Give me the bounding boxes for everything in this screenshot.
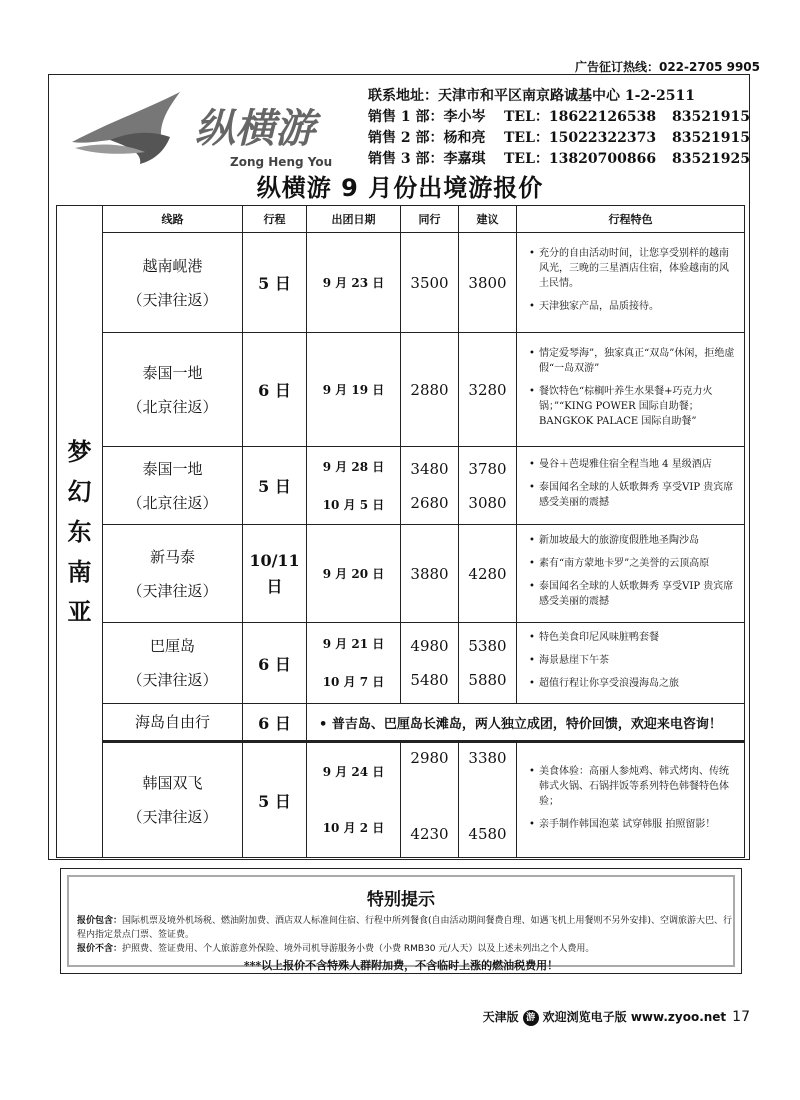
sales-tel: TEL：13820700866 [504, 151, 657, 167]
route-name: 越南岘港 [142, 256, 203, 275]
route-name-cell [103, 447, 243, 525]
peer-price-cell [401, 742, 459, 858]
suggest-price-cell [459, 742, 517, 858]
price-table [56, 205, 745, 858]
notice-included [77, 914, 733, 942]
feature-item: • 素有“南方蒙地卡罗”之美誉的云顶高原 [529, 556, 736, 571]
route-days: 5 日 [243, 742, 307, 858]
notice-inner [67, 875, 735, 972]
route-features [517, 525, 745, 623]
badge-icon: 游 [523, 1010, 539, 1026]
contact-block [368, 86, 750, 170]
sales-dept: 销售 2 部：杨和亮 [368, 130, 486, 146]
table-row [57, 742, 745, 858]
peer-price: 3480 [410, 459, 449, 478]
feature-item: • 美食体验：高丽人参炖鸡、韩式烤肉、传统韩式火锅、石锅拌饭等系列特色韩餐特色体验； [529, 764, 736, 809]
route-via: （北京往返） [127, 397, 218, 416]
sales-row-1 [368, 107, 750, 128]
region-char: 东 [67, 517, 92, 546]
table-row [57, 333, 745, 447]
peer-price: 4980 [410, 637, 449, 655]
region-char: 梦 [67, 437, 92, 466]
excluded-text: 护照费、签证费用、个人旅游意外保险、境外司机导游服务小费（小费 RMB30 元/人天）以及上述未列出之个人费用。 [122, 944, 595, 954]
peer-price: 5480 [410, 671, 449, 689]
peer-price-cell [401, 447, 459, 525]
route-name-cell [103, 742, 243, 858]
route-via: （天津往返） [127, 290, 218, 309]
notice-excluded [77, 942, 733, 956]
feature-item: • 天津独家产品，品质接待。 [529, 299, 736, 314]
feature-item: • 亲手制作韩国泡菜 试穿韩服 拍照留影！ [529, 817, 736, 832]
peer-price: 3880 [401, 525, 459, 623]
feature-item: • 海景悬崖下午茶 [529, 653, 736, 668]
route-name: 巴厘岛 [149, 637, 195, 655]
free-trip-name: 海岛自由行 [103, 704, 243, 742]
route-name: 韩国双飞 [142, 774, 203, 792]
footer-text: 欢迎浏览电子版 www.zyoo.net [542, 1010, 727, 1024]
peer-price: 4230 [410, 825, 449, 843]
route-date-cell [307, 742, 401, 858]
sales-ext: 83521915 [672, 109, 750, 125]
route-days: 10/11 日 [243, 525, 307, 623]
route-date: 9 月 20 日 [307, 525, 401, 623]
sales-dept: 销售 1 部：李小岑 [368, 109, 486, 125]
sales-dept: 销售 3 部：李嘉琪 [368, 151, 486, 167]
suggest-price: 5380 [468, 637, 507, 655]
route-days: 5 日 [243, 447, 307, 525]
region-char: 幻 [67, 477, 92, 506]
sales-tel: TEL：18622126538 [504, 109, 657, 125]
feature-item: • 超值行程让你享受浪漫海岛之旅 [529, 676, 736, 691]
sales-ext: 83521915 [672, 130, 750, 146]
suggest-price: 4580 [468, 825, 507, 843]
region-cell [57, 206, 103, 858]
feature-item: • 特色美食印尼风味脏鸭套餐 [529, 630, 736, 645]
suggest-price: 5880 [468, 671, 507, 689]
route-name-cell [103, 525, 243, 623]
table-row [57, 233, 745, 333]
feature-item: • 新加坡最大的旅游度假胜地圣陶沙岛 [529, 533, 736, 548]
included-text: 国际机票及境外机场税、燃油附加费、酒店双人标准间住宿、行程中所列餐食(自由活动期间餐费自理、如遇飞机上用餐则不另外安排)、空调旅游大巴、行程内指定景点门票、签证费。 [77, 916, 733, 940]
table-row [57, 447, 745, 525]
contact-address: 联系地址：天津市和平区南京路诚基中心 1-2-2511 [368, 88, 695, 104]
route-date: 9 月 21 日 [322, 637, 385, 651]
header-date: 出团日期 [307, 206, 401, 233]
region-label [57, 432, 102, 632]
logo-name-cn: 纵横游 [195, 106, 315, 152]
peer-price: 2880 [401, 333, 459, 447]
sales-row-3 [368, 149, 750, 170]
page-footer [483, 1008, 750, 1026]
route-date: 10 月 2 日 [322, 821, 385, 835]
excluded-label: 报价不含： [77, 944, 123, 954]
route-name-cell [103, 233, 243, 333]
route-via: （天津往返） [127, 671, 218, 689]
route-via: （天津往返） [127, 808, 218, 826]
table-row [57, 623, 745, 704]
route-date: 9 月 19 日 [307, 333, 401, 447]
route-date: 9 月 28 日 [322, 459, 385, 474]
sales-tel: TEL：15022322373 [504, 130, 657, 146]
route-features [517, 623, 745, 704]
route-features [517, 233, 745, 333]
table-row [57, 525, 745, 623]
company-logo [70, 82, 350, 174]
route-days: 5 日 [243, 233, 307, 333]
suggest-price-cell [459, 447, 517, 525]
route-name: 泰国一地 [142, 363, 203, 382]
feature-item: • 泰国闻名全球的人妖歌舞秀 享受VIP 贵宾席 感受美丽的震撼 [529, 480, 736, 510]
header-peer: 同行 [401, 206, 459, 233]
page-number: 17 [732, 1009, 750, 1025]
header-days: 行程 [243, 206, 307, 233]
included-label: 报价包含： [77, 916, 123, 926]
peer-price: 3500 [401, 233, 459, 333]
route-date-cell [307, 447, 401, 525]
suggest-price: 3080 [468, 493, 507, 512]
table-row [57, 704, 745, 742]
feature-item: • 泰国闻名全球的人妖歌舞秀 享受VIP 贵宾席 感受美丽的震撼 [529, 579, 736, 609]
region-char: 亚 [67, 597, 92, 626]
suggest-price-cell [459, 623, 517, 704]
header-suggest: 建议 [459, 206, 517, 233]
peer-price: 2980 [410, 749, 449, 767]
peer-price-cell [401, 623, 459, 704]
ad-hotline: 广告征订热线：022-2705 9905 [574, 60, 760, 74]
notice-title: 特别提示 [367, 890, 435, 910]
notice-box [60, 868, 742, 974]
table-header-row [57, 206, 745, 233]
feature-item: • 餐饮特色“棕榈叶养生水果餐+巧克力火锅；”“KING POWER 国际自助餐；BANGKOK PALACE 国际自助餐” [529, 384, 736, 429]
notice-note: ***以上报价不含特殊人群附加费，不含临时上涨的燃油税费用！ [243, 959, 559, 972]
suggest-price: 3380 [468, 749, 507, 767]
logo-name-en: Zong Heng You [230, 155, 333, 169]
region-char: 南 [67, 557, 92, 586]
route-name: 新马泰 [149, 547, 195, 566]
suggest-price: 3800 [459, 233, 517, 333]
route-date: 9 月 23 日 [307, 233, 401, 333]
route-days: 6 日 [243, 623, 307, 704]
free-trip-text: • 普吉岛、巴厘岛长滩岛，两人独立成团，特价回馈，欢迎来电咨询！ [307, 704, 745, 742]
header-features: 行程特色 [517, 206, 745, 233]
route-features [517, 447, 745, 525]
feature-item: • 曼谷＋芭堤雅住宿全程当地 4 星级酒店 [529, 457, 736, 472]
route-name: 泰国一地 [142, 459, 203, 478]
eagle-logo-icon [70, 82, 350, 174]
feature-item: • 充分的自由活动时间，让您享受别样的越南风光，三晚的三星酒店住宿，体验越南的风土民情。 [529, 246, 736, 291]
suggest-price: 3280 [459, 333, 517, 447]
route-name-cell [103, 623, 243, 704]
route-date: 9 月 24 日 [322, 765, 385, 779]
route-via: （天津往返） [127, 581, 218, 600]
sales-row-2 [368, 128, 750, 149]
route-days: 6 日 [243, 333, 307, 447]
route-name-cell [103, 333, 243, 447]
route-date: 10 月 5 日 [322, 497, 385, 512]
route-features [517, 742, 745, 858]
route-date: 10 月 7 日 [322, 675, 385, 689]
route-date-cell [307, 623, 401, 704]
sales-ext: 83521925 [672, 151, 750, 167]
footer-edition: 天津版 [482, 1010, 519, 1024]
peer-price: 2680 [410, 493, 449, 512]
free-trip-days: 6 日 [243, 704, 307, 742]
suggest-price: 3780 [468, 459, 507, 478]
page-title: 纵横游 9 月份出境游报价 [256, 174, 544, 202]
route-features [517, 333, 745, 447]
route-via: （北京往返） [127, 493, 218, 512]
header-route: 线路 [103, 206, 243, 233]
feature-item: • 情定爱琴海”，独家真正“双岛”休闲，拒绝虚假“一岛双游” [529, 346, 736, 376]
suggest-price: 4280 [459, 525, 517, 623]
